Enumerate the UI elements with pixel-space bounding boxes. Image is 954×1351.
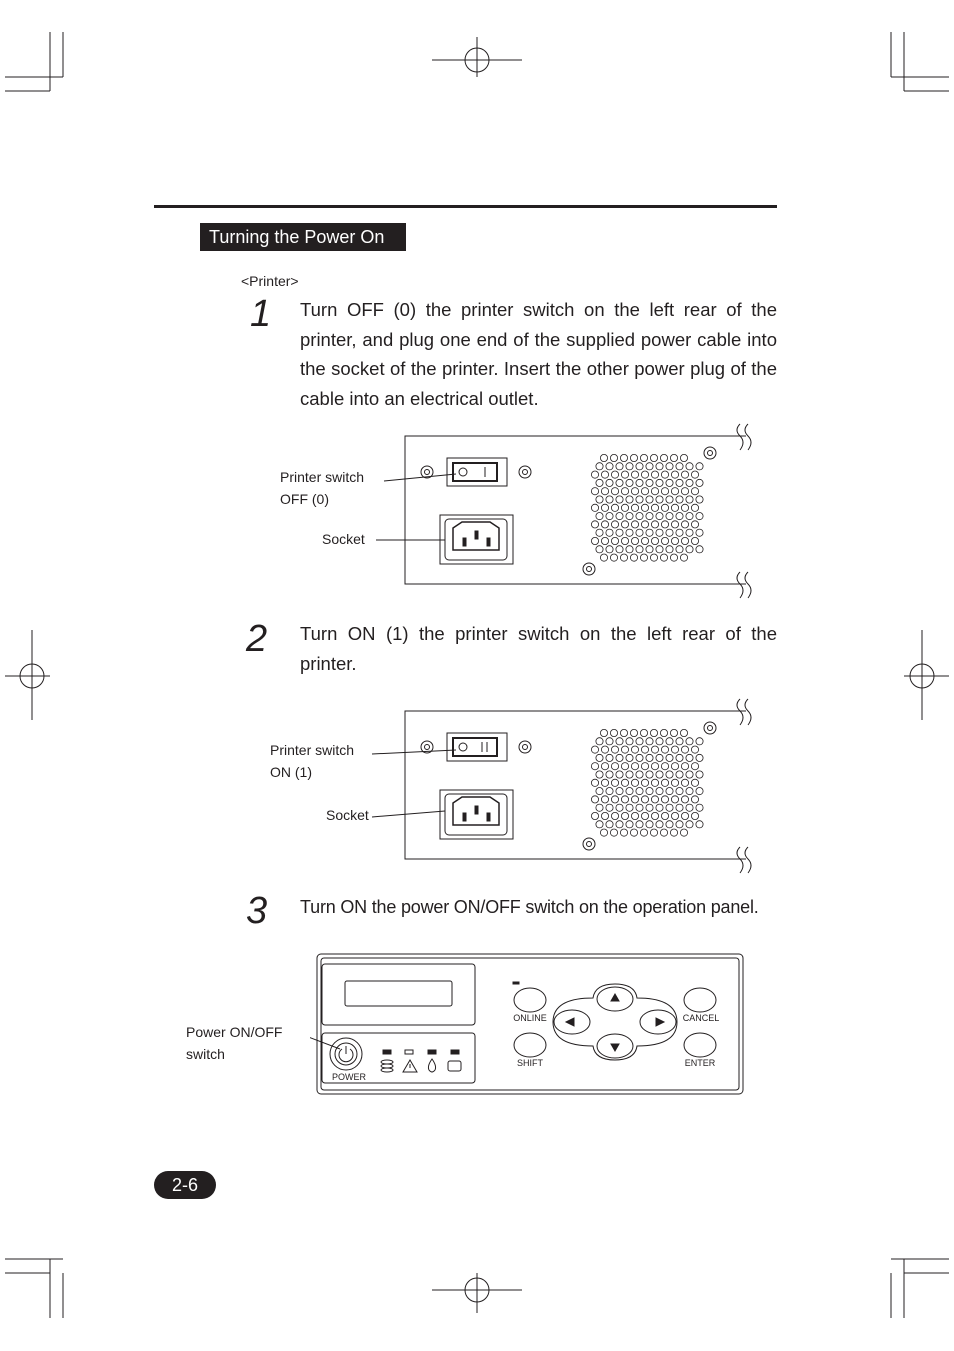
page-number: 2-6 (154, 1171, 216, 1199)
socket-label-2: Socket (326, 807, 369, 823)
operation-panel-figure (310, 948, 750, 1100)
switch-state-off: OFF (0) (280, 491, 329, 507)
power-label: POWER (331, 1072, 367, 1082)
cancel-label: CANCEL (682, 1013, 720, 1023)
shift-label: SHIFT (517, 1058, 543, 1068)
enter-button[interactable] (684, 1033, 716, 1057)
printer-rear-figure-on (260, 693, 760, 878)
ink-drop-icon (428, 1059, 435, 1072)
printer-tag: <Printer> (241, 273, 299, 289)
power-switch-label-2: switch (186, 1046, 225, 1062)
ink-level-icon (381, 1060, 393, 1072)
section-title: Turning the Power On (200, 223, 406, 251)
online-label: ONLINE (513, 1013, 547, 1023)
shift-button[interactable] (514, 1033, 546, 1057)
printer-rear-figure-off (260, 418, 760, 603)
header-rule (154, 205, 777, 208)
socket-label-1: Socket (322, 531, 365, 547)
step-3-number: 3 (246, 890, 268, 932)
step-1-number: 1 (250, 293, 272, 335)
online-button[interactable] (514, 988, 546, 1012)
step-2-text: Turn ON (1) the printer switch on the left rear of the printer. (300, 623, 777, 674)
switch-label-off: Printer switch (280, 469, 365, 485)
switch-state-on: ON (1) (270, 764, 312, 780)
enter-label: ENTER (684, 1058, 716, 1068)
media-icon (448, 1061, 461, 1071)
switch-label-on: Printer switch (270, 742, 355, 758)
step-3-text: Turn ON the power ON/OFF switch on the operation panel. (300, 897, 759, 917)
step-1-text: Turn OFF (0) the printer switch on the left rear of the printer, and plug one end of the supplied power cable into the socket of the printer. Insert the other power plug of the cable into an electrical outlet. (300, 299, 777, 409)
cancel-button[interactable] (684, 988, 716, 1012)
power-switch-label-1: Power ON/OFF (186, 1024, 283, 1040)
step-2-number: 2 (246, 618, 268, 660)
